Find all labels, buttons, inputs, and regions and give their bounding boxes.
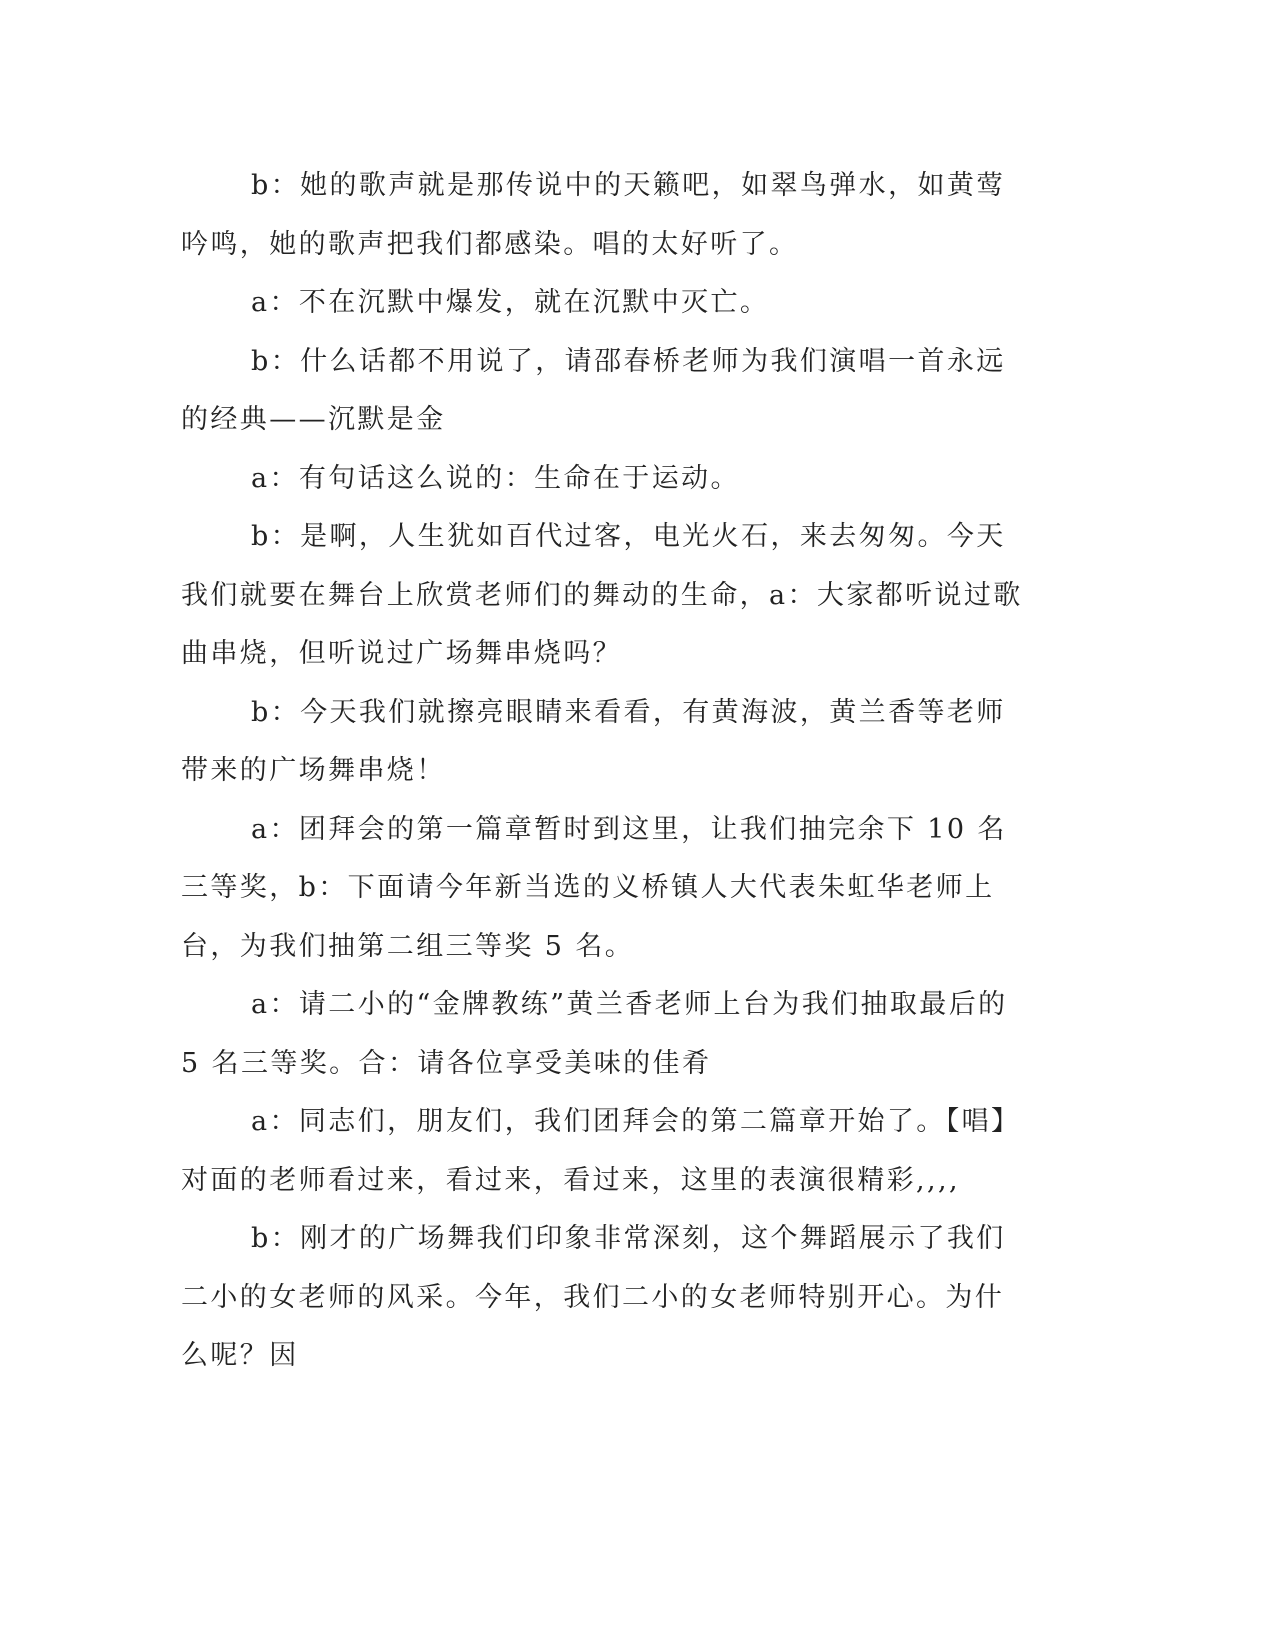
paragraph: a：不在沉默中爆发，就在沉默中灭亡。 bbox=[251, 287, 770, 318]
paragraph: b：什么话都不用说了，请邵春桥老师为我们演唱一首永远的经典——沉默是金 bbox=[181, 345, 1006, 435]
paragraph: b：刚才的广场舞我们印象非常深刻，这个舞蹈展示了我们二小的女老师的风采。今年，我们二小的女老师特别开心。为什么呢？因 bbox=[181, 1223, 1006, 1371]
paragraph: a：有句话这么说的：生命在于运动。 bbox=[251, 462, 740, 494]
paragraph: a：团拜会的第一篇章暂时到这里，让我们抽完余下 10 名三等奖，b：下面请今年新当选的义桥镇人大代表朱虹华老师上台，为我们抽第二组三等奖 5 名。 bbox=[181, 813, 1007, 962]
paragraph: b：是啊，人生犹如百代过客，电光火石，来去匆匆。今天我们就要在舞台上欣赏老师们的舞动的生命，a：大家都听说过歌曲串烧，但听说过广场舞串烧吗？ bbox=[181, 521, 1023, 669]
paragraph: b：今天我们就擦亮眼睛来看看，有黄海波，黄兰香等老师带来的广场舞串烧！ bbox=[181, 696, 1006, 786]
paragraph: a：同志们，朋友们，我们团拜会的第二篇章开始了。【唱】对面的老师看过来，看过来，看过来，这里的表演很精彩,,,, bbox=[181, 1106, 1021, 1196]
paragraph: a：请二小的“金牌教练”黄兰香老师上台为我们抽取最后的 5 名三等奖。合：请各位享受美味的佳肴 bbox=[181, 989, 1008, 1079]
paragraph: b：她的歌声就是那传说中的天籁吧，如翠鸟弹水，如黄莺吟鸣，她的歌声把我们都感染。唱的太好听了。 bbox=[181, 170, 1006, 260]
document-body bbox=[181, 157, 1031, 1386]
